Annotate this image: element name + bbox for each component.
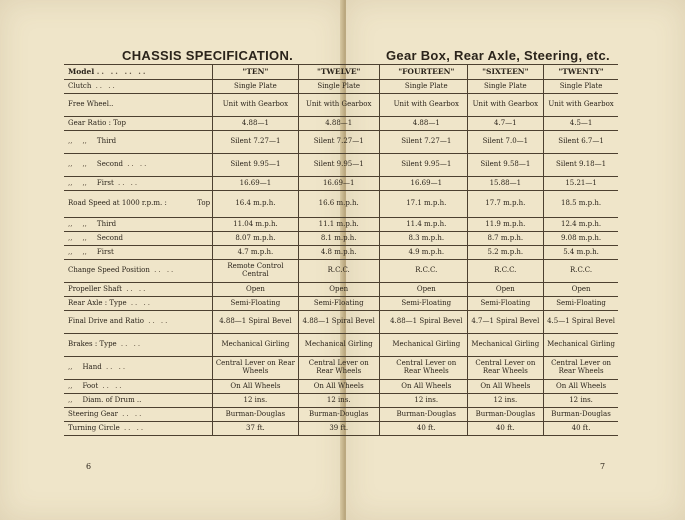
header-twenty: "TWENTY" xyxy=(544,65,618,80)
cell-sixteen: Burman-Douglas xyxy=(467,408,544,422)
cell-fourteen: Open xyxy=(386,283,467,297)
ditto-mark: ,, xyxy=(68,247,73,256)
ditto-mark: ,, xyxy=(68,233,73,242)
header-twelve: "TWELVE" xyxy=(298,65,379,80)
cell-twelve: Open xyxy=(298,283,379,297)
cell-sixteen: Semi-Floating xyxy=(467,297,544,311)
page-title-right: Gear Box, Rear Axle, Steering, etc. xyxy=(386,48,610,63)
cell-fourteen: Central Lever on Rear Wheels xyxy=(386,357,467,380)
cell-fourteen: 16.69—1 xyxy=(386,177,467,191)
cell-twenty: 4.5—1 Spiral Bevel xyxy=(544,311,618,334)
cell-twelve: 4.8 m.p.h. xyxy=(298,246,379,260)
row-label: ,, Diam. of Drum .. xyxy=(64,394,213,408)
ditto-mark: ,, xyxy=(82,160,87,169)
spec-table xyxy=(64,64,618,436)
ditto-mark: ,, xyxy=(68,395,73,404)
row-label: Final Drive and Ratio .. .. xyxy=(64,311,213,334)
cell-sixteen: Mechanical Girling xyxy=(467,334,544,357)
ditto-mark: ,, xyxy=(82,137,87,146)
cell-twelve: Silent 7.27—1 xyxy=(298,131,379,154)
cell-sixteen: Open xyxy=(467,283,544,297)
cell-twenty: Burman-Douglas xyxy=(544,408,618,422)
cell-ten: 37 ft. xyxy=(213,422,299,436)
cell-twelve: 16.6 m.p.h. xyxy=(298,191,379,218)
cell-sixteen: 8.7 m.p.h. xyxy=(467,232,544,246)
cell-fourteen: On All Wheels xyxy=(386,380,467,394)
cell-ten: Silent 9.95—1 xyxy=(213,154,299,177)
table-row xyxy=(64,260,618,283)
cell-twelve: Single Plate xyxy=(298,80,379,94)
header-ten: "TEN" xyxy=(213,65,299,80)
cell-sixteen: On All Wheels xyxy=(467,380,544,394)
row-label: ,, ,, Third xyxy=(64,131,213,154)
header-row xyxy=(64,65,618,80)
table-row xyxy=(64,422,618,436)
table-row xyxy=(64,246,618,260)
ditto-mark: ,, xyxy=(68,381,73,390)
cell-ten: Mechanical Girling xyxy=(213,334,299,357)
cell-sixteen: Single Plate xyxy=(467,80,544,94)
cell-fourteen: 40 ft. xyxy=(386,422,467,436)
table-row xyxy=(64,154,618,177)
cell-twelve: 8.1 m.p.h. xyxy=(298,232,379,246)
cell-fourteen: Silent 7.27—1 xyxy=(386,131,467,154)
row-label: Gear Ratio : Top xyxy=(64,117,213,131)
cell-twenty: Mechanical Girling xyxy=(544,334,618,357)
row-label: Free Wheel.. xyxy=(64,94,213,117)
cell-twenty: Open xyxy=(544,283,618,297)
page-title-left: CHASSIS SPECIFICATION. xyxy=(122,48,294,63)
table-row xyxy=(64,408,618,422)
table-row xyxy=(64,283,618,297)
cell-sixteen: 40 ft. xyxy=(467,422,544,436)
cell-fourteen: Silent 9.95—1 xyxy=(386,154,467,177)
cell-ten: Single Plate xyxy=(213,80,299,94)
row-label: ,, ,, Second .. .. xyxy=(64,154,213,177)
cell-twelve: 11.1 m.p.h. xyxy=(298,218,379,232)
cell-twenty: Central Lever on Rear Wheels xyxy=(544,357,618,380)
cell-twelve: Central Lever on Rear Wheels xyxy=(298,357,379,380)
cell-twelve: R.C.C. xyxy=(298,260,379,283)
cell-sixteen: 4.7—1 xyxy=(467,117,544,131)
cell-twenty: 5.4 m.p.h. xyxy=(544,246,618,260)
cell-twelve: Unit with Gearbox xyxy=(298,94,379,117)
ditto-mark: ,, xyxy=(68,219,73,228)
cell-twelve: 39 ft. xyxy=(298,422,379,436)
cell-twenty: Single Plate xyxy=(544,80,618,94)
cell-twenty: 12.4 m.p.h. xyxy=(544,218,618,232)
cell-twenty: Silent 9.18—1 xyxy=(544,154,618,177)
cell-fourteen: 17.1 m.p.h. xyxy=(386,191,467,218)
row-label: ,, ,, First .. .. xyxy=(64,177,213,191)
cell-ten: Remote Control Central xyxy=(213,260,299,283)
cell-ten: Silent 7.27—1 xyxy=(213,131,299,154)
cell-fourteen: Unit with Gearbox xyxy=(386,94,467,117)
row-label: ,, ,, Second xyxy=(64,232,213,246)
cell-ten: Unit with Gearbox xyxy=(213,94,299,117)
cell-ten: 12 ins. xyxy=(213,394,299,408)
cell-twelve: 4.88—1 xyxy=(298,117,379,131)
cell-fourteen: 11.4 m.p.h. xyxy=(386,218,467,232)
cell-ten: Open xyxy=(213,283,299,297)
cell-sixteen: R.C.C. xyxy=(467,260,544,283)
cell-twelve: Mechanical Girling xyxy=(298,334,379,357)
table-row xyxy=(64,380,618,394)
table-row xyxy=(64,80,618,94)
cell-ten: 16.69—1 xyxy=(213,177,299,191)
row-label: Change Speed Position .. .. xyxy=(64,260,213,283)
cell-twelve: Burman-Douglas xyxy=(298,408,379,422)
cell-ten: Burman-Douglas xyxy=(213,408,299,422)
cell-sixteen: Unit with Gearbox xyxy=(467,94,544,117)
cell-twenty: 4.5—1 xyxy=(544,117,618,131)
cell-fourteen: Semi-Floating xyxy=(386,297,467,311)
cell-ten: 4.7 m.p.h. xyxy=(213,246,299,260)
header-sixteen: "SIXTEEN" xyxy=(467,65,544,80)
row-label: ,, Hand .. .. xyxy=(64,357,213,380)
page-number-left: 6 xyxy=(86,462,92,471)
cell-fourteen: 12 ins. xyxy=(386,394,467,408)
table-row xyxy=(64,177,618,191)
cell-fourteen: R.C.C. xyxy=(386,260,467,283)
table-row xyxy=(64,218,618,232)
table-row xyxy=(64,131,618,154)
cell-twelve: 4.88—1 Spiral Bevel xyxy=(298,311,379,334)
cell-twelve: Semi-Floating xyxy=(298,297,379,311)
table-row xyxy=(64,94,618,117)
cell-fourteen: Single Plate xyxy=(386,80,467,94)
cell-sixteen: 5.2 m.p.h. xyxy=(467,246,544,260)
cell-twelve: 12 ins. xyxy=(298,394,379,408)
row-label: Road Speed at 1000 r.p.m. : Top xyxy=(64,191,213,218)
cell-fourteen: Mechanical Girling xyxy=(386,334,467,357)
cell-fourteen: Burman-Douglas xyxy=(386,408,467,422)
cell-ten: 11.04 m.p.h. xyxy=(213,218,299,232)
table-row xyxy=(64,117,618,131)
cell-twenty: Unit with Gearbox xyxy=(544,94,618,117)
cell-fourteen: 4.88—1 xyxy=(386,117,467,131)
cell-ten: Central Lever on Rear Wheels xyxy=(213,357,299,380)
table-row xyxy=(64,191,618,218)
ditto-mark: ,, xyxy=(68,137,73,146)
cell-sixteen: 15.88—1 xyxy=(467,177,544,191)
cell-twenty: Semi-Floating xyxy=(544,297,618,311)
header-fourteen: "FOURTEEN" xyxy=(386,65,467,80)
row-label: Brakes : Type .. .. xyxy=(64,334,213,357)
cell-twenty: 15.21—1 xyxy=(544,177,618,191)
row-label: ,, Foot .. .. xyxy=(64,380,213,394)
row-label: ,, ,, First xyxy=(64,246,213,260)
header-model: Model .. .. .. .. xyxy=(64,65,213,80)
table-row xyxy=(64,297,618,311)
row-label: Turning Circle .. .. xyxy=(64,422,213,436)
cell-twenty: 9.08 m.p.h. xyxy=(544,232,618,246)
cell-twelve: Silent 9.95—1 xyxy=(298,154,379,177)
cell-ten: 16.4 m.p.h. xyxy=(213,191,299,218)
cell-sixteen: Silent 9.58—1 xyxy=(467,154,544,177)
cell-twenty: On All Wheels xyxy=(544,380,618,394)
table-row xyxy=(64,394,618,408)
table-row xyxy=(64,232,618,246)
row-label: Propeller Shaft .. .. xyxy=(64,283,213,297)
ditto-mark: ,, xyxy=(68,160,73,169)
ditto-mark: ,, xyxy=(82,219,87,228)
table-row xyxy=(64,334,618,357)
cell-fourteen: 8.3 m.p.h. xyxy=(386,232,467,246)
row-label: Steering Gear .. .. xyxy=(64,408,213,422)
cell-ten: Semi-Floating xyxy=(213,297,299,311)
row-label: Clutch .. .. xyxy=(64,80,213,94)
table-row xyxy=(64,357,618,380)
cell-twenty: Silent 6.7—1 xyxy=(544,131,618,154)
cell-sixteen: Central Lever on Rear Wheels xyxy=(467,357,544,380)
ditto-mark: ,, xyxy=(82,233,87,242)
cell-ten: 4.88—1 xyxy=(213,117,299,131)
cell-fourteen: 4.9 m.p.h. xyxy=(386,246,467,260)
cell-ten: On All Wheels xyxy=(213,380,299,394)
cell-sixteen: 4.7—1 Spiral Bevel xyxy=(467,311,544,334)
cell-twenty: 12 ins. xyxy=(544,394,618,408)
ditto-mark: ,, xyxy=(68,178,73,187)
cell-twelve: On All Wheels xyxy=(298,380,379,394)
row-label: ,, ,, Third xyxy=(64,218,213,232)
ditto-mark: ,, xyxy=(82,247,87,256)
cell-twenty: R.C.C. xyxy=(544,260,618,283)
ditto-mark: ,, xyxy=(68,363,73,372)
cell-sixteen: Silent 7.0—1 xyxy=(467,131,544,154)
cell-sixteen: 17.7 m.p.h. xyxy=(467,191,544,218)
row-label: Rear Axle : Type .. .. xyxy=(64,297,213,311)
table-row xyxy=(64,311,618,334)
cell-twenty: 40 ft. xyxy=(544,422,618,436)
ditto-mark: ,, xyxy=(82,178,87,187)
cell-twelve: 16.69—1 xyxy=(298,177,379,191)
page-number-right: 7 xyxy=(600,462,606,471)
cell-fourteen: 4.88—1 Spiral Bevel xyxy=(386,311,467,334)
cell-ten: 8.07 m.p.h. xyxy=(213,232,299,246)
cell-sixteen: 11.9 m.p.h. xyxy=(467,218,544,232)
cell-sixteen: 12 ins. xyxy=(467,394,544,408)
cell-twenty: 18.5 m.p.h. xyxy=(544,191,618,218)
cell-ten: 4.88—1 Spiral Bevel xyxy=(213,311,299,334)
